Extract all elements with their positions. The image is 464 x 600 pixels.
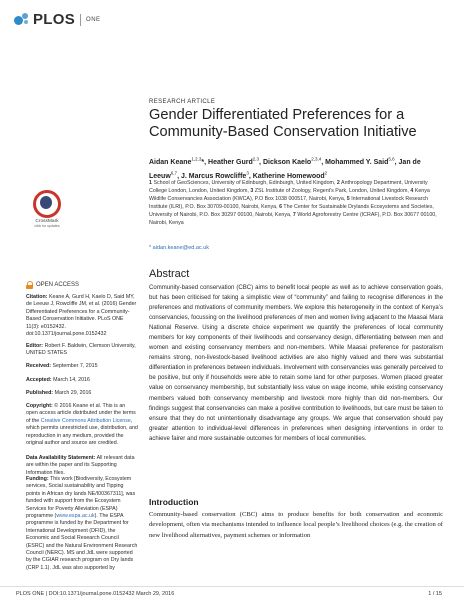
- received-date: Received: September 7, 2015: [26, 363, 98, 369]
- author[interactable]: Mohammed Y. Said$^{5,6}$,: [325, 157, 399, 167]
- crossmark-label: CrossMark: [35, 219, 59, 224]
- plos-bubbles-icon: [14, 13, 30, 27]
- author[interactable]: J. Marcus Rowcliffe$^3$,: [180, 170, 253, 180]
- logo-subtitle: ONE: [86, 16, 101, 23]
- author[interactable]: Dickson Kaelo$^{2,3,4}$,: [262, 157, 326, 167]
- citation-block: Citation: Keane A, Gurd H, Kaelo D, Said MY, de Leeuw J, Rowcliffe JM, et al. (2016) Gender Differentiated Preferences for a Community-Based Conservation Initiative. PLoS ONE 11(3): e0152432. doi:10.1371/journal.pone.0152432: [26, 294, 137, 338]
- open-access-label: OPEN ACCESS: [36, 282, 80, 288]
- open-access-badge: [26, 281, 79, 289]
- data-availability-block: Data Availability Statement: All relevant data are within the paper and its Supporting Information files.: [26, 455, 135, 476]
- accepted-date: Accepted: March 14, 2016: [26, 377, 90, 383]
- abstract-text: Community-based conservation (CBC) aims to benefit local people as well as to achieve conservation goals, but has been criticised for taking a simplistic view of “community” and failing to recognise differences in the preferences and motivations of community members. We explore this heterogeneity in the context of Kenya’s conservancies, focussing on the livelihood preferences of men and women living adjacent to the Maasai Mara National Reserve. Using a discrete choice experiment we quantify the preferences of local community members for key components of their livelihoods and conservancy design, differentiating between men and women and existing conservancy members and non-members. While Maasai preference for pastoralism remains strong, non-livestock-based livelihood activities are also highly valued and there was substantial differentiation in preferences between individuals. Involvement with conservancies was generally perceived to be positive, but only if households were able to retain some land for other purposes. Women placed greater value on conservancy membership, but substantially less value on wage income, while existing conservancy members valued both conservancy membership and livestock more highly than did non-members. Our findings suggest that conservancies can make a positive contribution to livelihoods, but care must be taken to ensure that they do not unintentionally disadvantage any groups. We argue that conservation should pay greater attention to individual-level differences in preferences when designing interventions in order to achieve fairer and more sustainable outcomes for members of local communities.: [149, 285, 443, 442]
- author[interactable]: Aidan Keane$^{1,2,3}$*,: [149, 157, 209, 167]
- plos-one-logo[interactable]: [14, 11, 101, 28]
- article-type-label: RESEARCH ARTICLE: [149, 99, 216, 105]
- corresponding-email-link[interactable]: * aidan.keane@ed.ac.uk: [149, 245, 210, 251]
- crossmark-sublabel: click for updates: [34, 224, 60, 228]
- author[interactable]: Katherine Homewood$^2$: [252, 170, 328, 180]
- author-list: [149, 155, 444, 182]
- author[interactable]: Heather Gurd$^{2,3}$,: [208, 157, 263, 167]
- copyright-block: Copyright: © 2016 Keane et al. This is an open access article distributed under the terms of the Creative Commons Attribution License, which permits unrestricted use, distribution, and reproduction in any medium, provided the original author and source are credited.: [26, 403, 138, 447]
- footer-doi: PLOS ONE | DOI:10.1371/journal.pone.0152432 March 29, 2016: [16, 591, 175, 597]
- espa-link[interactable]: www.espa.ac.uk: [56, 513, 95, 520]
- editor-block: Editor: Robert F. Baldwin, Clemson University, UNITED STATES: [26, 343, 136, 357]
- introduction-heading: Introduction: [149, 497, 199, 507]
- open-lock-icon: [26, 281, 33, 289]
- article-title: Gender Differentiated Preferences for a Community-Based Conservation Initiative: [149, 107, 417, 140]
- affiliations: 1 School of GeoSciences, University of Edinburgh, Edinburgh, United Kingdom, 2 Anthropology Department, University College London, London, United Kingdom, 3 ZSL Institute of Zoology, Regent's Park, London, United Kingdom, 4 Kenya Wildlife Conservancies Association (KWCA), P.O Box 1038 000517, Nairobi, Kenya, 5 International Livestock Research Institute (ILRI), P.O. Box 30709-00100, Nairobi, Kenya, 6 The Center for Sustainable Drylands Ecosystems and Societies, University of Nairobi, P.O. Box 30297 00100, Nairobi, Kenya, 7 World Agroforestry Centre (ICRAF), P.O. Box 30677 00100, Nairobi, Kenya: [149, 180, 437, 226]
- author[interactable]: Jan de Leeuw$^{6,7}$,: [149, 159, 421, 180]
- footer-divider: [0, 586, 464, 587]
- crossmark-badge[interactable]: [30, 190, 64, 228]
- crossmark-icon: [33, 190, 61, 218]
- logo-text: PLOS: [33, 11, 76, 28]
- abstract-heading: Abstract: [149, 268, 190, 280]
- published-date: Published: March 29, 2016: [26, 390, 92, 396]
- introduction-text: Community-based conservation (CBC) aims to produce benefits for both conservation and economic development, often via mechanisms intended to influence local people’s livelihood choices (e.g. the creation of new livelihood alternatives, payment schemes or information: [149, 511, 443, 539]
- page-number: 1 / 15: [428, 591, 442, 597]
- funding-block: Funding: This work [Biodiversity, Ecosystem services, Social sustainability and Tipping points in African dry lands NE/I00367311], was funded with support from the Ecosystem Services for Poverty Alleviation (ESPA) programme (www.espa.ac.uk). The ESPA programme is funded by the Department for International Development (DFID), the Economic and Social Research Council (ESRC) and the Natural Environment Research Council (NERC). MS and JdL were supported by the CGIAR research program on Dry lands (CRP 1.1). JdL was also supported by: [26, 476, 138, 571]
- logo-divider: [80, 14, 81, 26]
- cc-license-link[interactable]: Creative Commons Attribution License: [40, 417, 131, 424]
